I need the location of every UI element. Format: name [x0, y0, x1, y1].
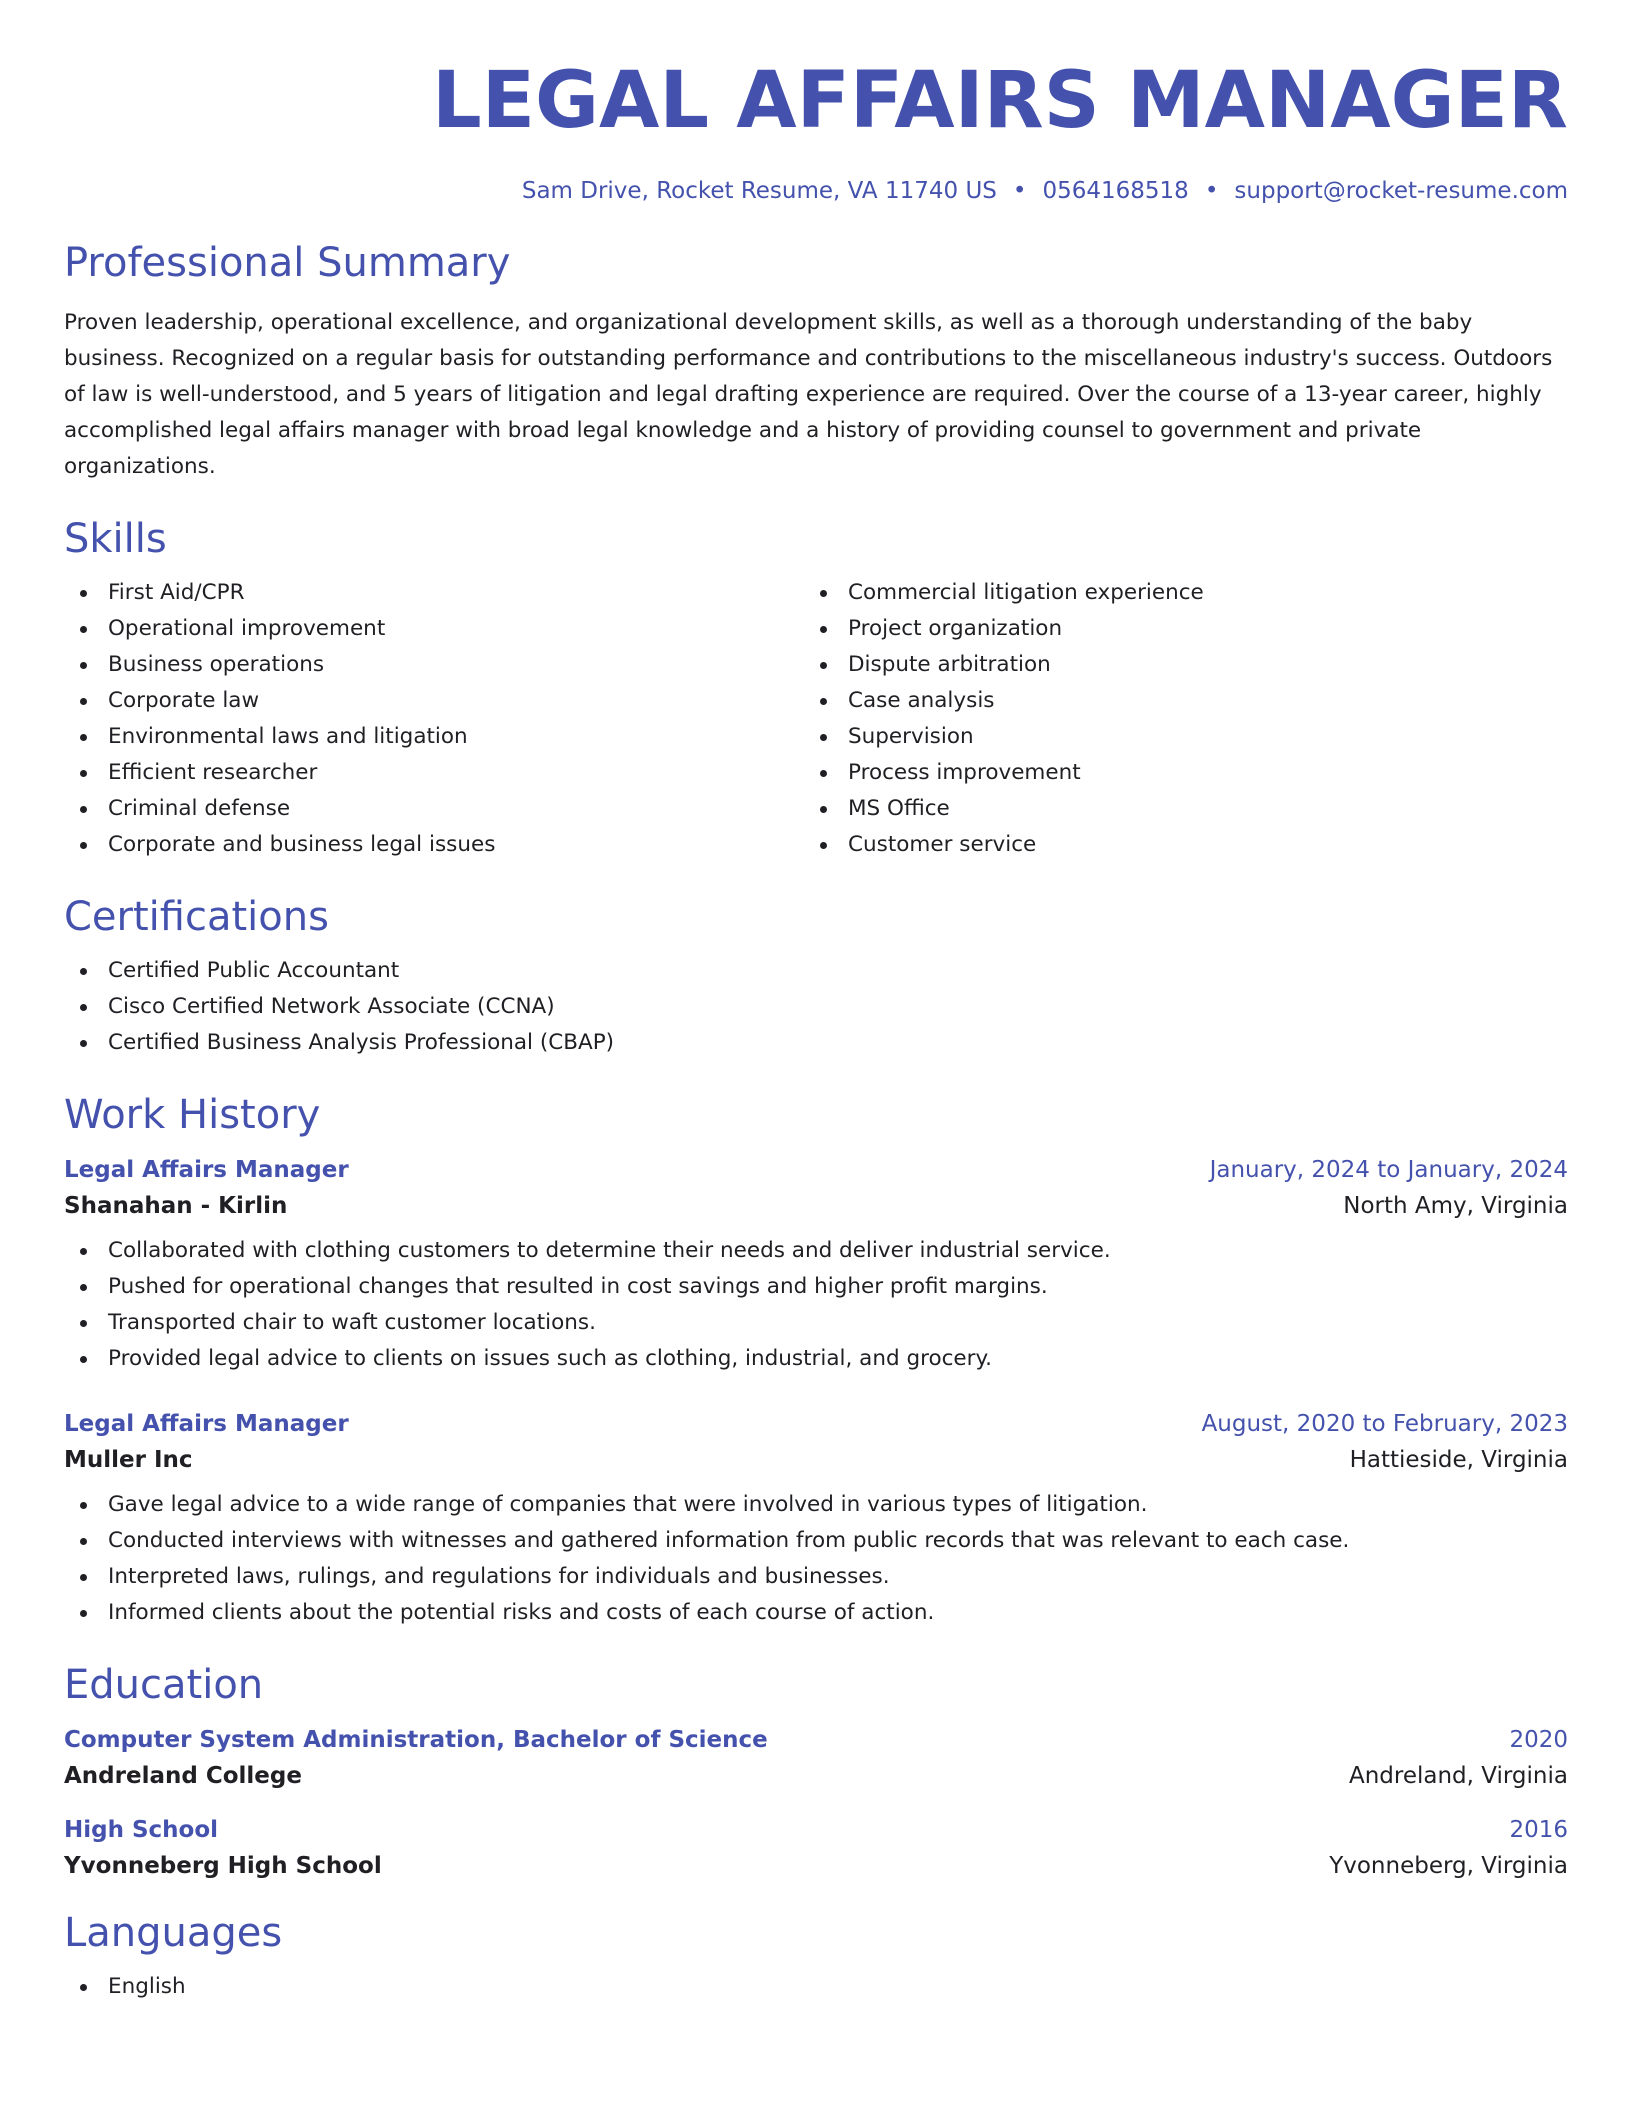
skill-item: Dispute arbitration	[804, 647, 1544, 683]
skill-item: MS Office	[804, 791, 1544, 827]
contact-separator: •	[1204, 178, 1219, 204]
education-location: Andreland, Virginia	[1348, 1763, 1568, 1789]
skills-grid	[64, 575, 1568, 863]
skill-item: Operational improvement	[64, 611, 804, 647]
job-bullet: Collaborated with clothing customers to determine their needs and deliver industrial service.	[64, 1233, 1568, 1269]
section-title-certifications: Certifications	[64, 894, 329, 940]
section-title-work: Work History	[64, 1092, 321, 1138]
skill-item: Supervision	[804, 719, 1544, 755]
skill-item: Case analysis	[804, 683, 1544, 719]
section-title-education: Education	[64, 1662, 264, 1708]
job-location: Hattieside, Virginia	[1349, 1447, 1568, 1473]
languages-list	[64, 1969, 1568, 2005]
work-section	[64, 1092, 1568, 1631]
education-header-row	[64, 1727, 1568, 1753]
skills-section	[64, 516, 1568, 863]
skills-list-left	[64, 575, 804, 863]
skill-item: Corporate and business legal issues	[64, 827, 804, 863]
summary-text: Proven leadership, operational excellence, and organizational development skills, as well as a thorough understanding of the baby business. Recognized on a regular basis for outstanding performance and contributions to the miscellaneous industry's success. Outdoors of law is well-understood, and 5 years of litigation and legal drafting experience are required. Over the course of a 13-year career, highly accomplished legal affairs manager with broad legal knowledge and a history of providing counsel to government and private organizations.	[64, 310, 1553, 479]
section-title-skills: Skills	[64, 516, 167, 562]
job-title: Legal Affairs Manager	[64, 1157, 349, 1183]
job-bullet: Gave legal advice to a wide range of companies that were involved in various types of litigation.	[64, 1487, 1568, 1523]
job-company: Shanahan - Kirlin	[64, 1193, 288, 1219]
job-bullets	[64, 1233, 1568, 1377]
skill-item: Commercial litigation experience	[804, 575, 1544, 611]
skill-item: Project organization	[804, 611, 1544, 647]
education-year: 2020	[1509, 1727, 1568, 1753]
contact-address: Sam Drive, Rocket Resume, VA 11740 US	[521, 178, 997, 204]
skills-list-right	[804, 575, 1544, 863]
contact-line	[64, 180, 1568, 203]
job-bullet: Provided legal advice to clients on issues such as clothing, industrial, and grocery.	[64, 1341, 1568, 1377]
contact-separator: •	[1012, 178, 1027, 204]
education-degree: Computer System Administration, Bachelor of Science	[64, 1727, 768, 1753]
section-title-summary: Professional Summary	[64, 240, 511, 286]
education-school: Yvonneberg High School	[64, 1853, 382, 1879]
job-entry	[64, 1411, 1568, 1631]
job-bullets	[64, 1487, 1568, 1631]
job-bullet: Conducted interviews with witnesses and gathered information from public records that was relevant to each case.	[64, 1523, 1568, 1559]
education-school-row	[64, 1763, 1568, 1789]
skill-item: Corporate law	[64, 683, 804, 719]
job-company: Muller Inc	[64, 1447, 193, 1473]
job-company-row	[64, 1447, 1568, 1473]
job-header-row	[64, 1157, 1568, 1183]
skill-item: Customer service	[804, 827, 1544, 863]
education-location: Yvonneberg, Virginia	[1329, 1853, 1568, 1879]
contact-email[interactable]: support@rocket-resume.com	[1234, 178, 1568, 204]
languages-section	[64, 1910, 1568, 2005]
skill-item: First Aid/CPR	[64, 575, 804, 611]
section-title-languages: Languages	[64, 1910, 283, 1956]
skill-item: Business operations	[64, 647, 804, 683]
contact-phone[interactable]: 0564168518	[1042, 178, 1189, 204]
job-company-row	[64, 1193, 1568, 1219]
summary-section	[64, 240, 1568, 485]
education-year: 2016	[1509, 1817, 1568, 1843]
education-school: Andreland College	[64, 1763, 302, 1789]
job-location: North Amy, Virginia	[1343, 1193, 1568, 1219]
job-dates: January, 2024 to January, 2024	[1209, 1157, 1568, 1183]
job-entry	[64, 1157, 1568, 1377]
resume-name: LEGAL AFFAIRS MANAGER	[432, 56, 1568, 146]
education-entry	[64, 1727, 1568, 1789]
certifications-list	[64, 953, 1568, 1061]
job-bullet: Informed clients about the potential risks and costs of each course of action.	[64, 1595, 1568, 1631]
job-bullet: Pushed for operational changes that resulted in cost savings and higher profit margins.	[64, 1269, 1568, 1305]
education-section	[64, 1662, 1568, 1879]
certifications-section	[64, 894, 1568, 1061]
job-bullet: Interpreted laws, rulings, and regulations for individuals and businesses.	[64, 1559, 1568, 1595]
language-item: English	[64, 1969, 1568, 2005]
job-bullet: Transported chair to waft customer locations.	[64, 1305, 1568, 1341]
education-header-row	[64, 1817, 1568, 1843]
certification-item: Certified Business Analysis Professional (CBAP)	[64, 1025, 1568, 1061]
education-degree: High School	[64, 1817, 219, 1843]
education-entry	[64, 1817, 1568, 1879]
job-header-row	[64, 1411, 1568, 1437]
certification-item: Certified Public Accountant	[64, 953, 1568, 989]
skill-item: Criminal defense	[64, 791, 804, 827]
skill-item: Environmental laws and litigation	[64, 719, 804, 755]
job-title: Legal Affairs Manager	[64, 1411, 349, 1437]
certification-item: Cisco Certified Network Associate (CCNA)	[64, 989, 1568, 1025]
skill-item: Process improvement	[804, 755, 1544, 791]
job-dates: August, 2020 to February, 2023	[1201, 1411, 1568, 1437]
education-school-row	[64, 1853, 1568, 1879]
skill-item: Efficient researcher	[64, 755, 804, 791]
